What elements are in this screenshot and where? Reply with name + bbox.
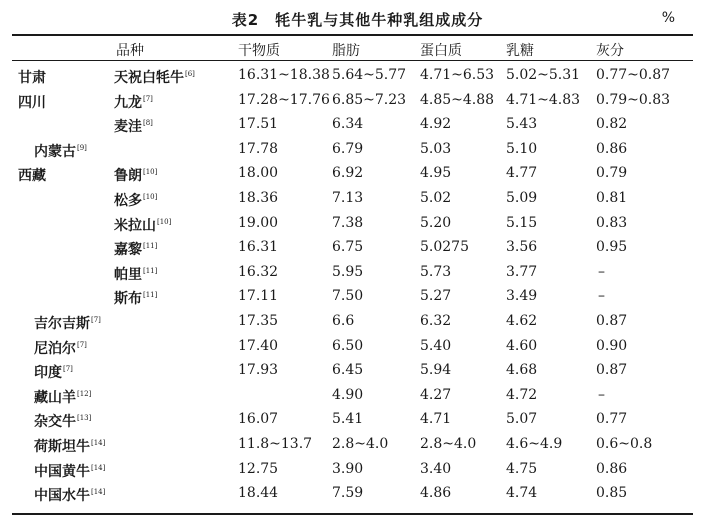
cell-region xyxy=(34,338,87,358)
reference-marker: [7] xyxy=(77,340,87,349)
table-row xyxy=(0,165,715,189)
cell-ash: – xyxy=(598,386,605,403)
cell-fat: 7.59 xyxy=(332,485,364,502)
cell-region xyxy=(34,387,91,407)
bottom-rule xyxy=(12,513,693,515)
cell-variety xyxy=(114,116,153,136)
cell-fat: 5.64~5.77 xyxy=(332,67,407,83)
reference-marker: [9] xyxy=(77,143,87,152)
cell-dry-matter: 18.44 xyxy=(238,485,279,502)
cell-dry-matter: 16.32 xyxy=(238,263,279,280)
cell-lactose: 3.77 xyxy=(506,263,538,280)
reference-marker: [10] xyxy=(143,193,158,201)
reference-marker: [14] xyxy=(91,439,106,447)
cell-protein: 5.73 xyxy=(420,263,452,280)
cell-protein: 5.27 xyxy=(420,288,452,305)
table-row xyxy=(0,116,715,140)
cell-region xyxy=(18,165,46,185)
cell-fat: 2.8~4.0 xyxy=(332,436,389,452)
region-label: 四川 xyxy=(18,94,46,111)
table-row xyxy=(0,141,715,165)
cell-protein: 4.71~6.53 xyxy=(420,67,495,83)
header-variety: 品种 xyxy=(116,43,144,59)
cell-region xyxy=(34,141,87,161)
table-row xyxy=(0,264,715,288)
region-label: 中国黄牛 xyxy=(34,463,90,480)
cell-variety xyxy=(114,92,153,112)
table-row xyxy=(0,362,715,386)
cell-dry-matter: 17.40 xyxy=(238,337,279,354)
table-row xyxy=(0,436,715,460)
region-label: 印度 xyxy=(34,365,62,382)
table-row xyxy=(0,387,715,411)
reference-marker: [10] xyxy=(143,168,158,177)
cell-variety xyxy=(114,215,171,235)
cell-protein: 5.03 xyxy=(420,140,452,157)
table-row xyxy=(0,485,715,509)
header-fat: 脂肪 xyxy=(332,43,360,59)
cell-dry-matter: 19.00 xyxy=(238,214,279,231)
variety-label: 帕里 xyxy=(114,266,142,283)
cell-lactose: 4.72 xyxy=(506,386,538,403)
reference-marker: [7] xyxy=(63,365,73,374)
cell-protein: 4.27 xyxy=(420,386,452,403)
cell-ash: 0.95 xyxy=(596,239,628,256)
table-row xyxy=(0,67,715,91)
variety-label: 九龙 xyxy=(114,94,142,111)
cell-protein: 4.86 xyxy=(420,485,452,502)
cell-ash: 0.79 xyxy=(596,165,628,182)
cell-fat: 5.95 xyxy=(332,263,364,280)
region-label: 荷斯坦牛 xyxy=(34,439,90,455)
cell-lactose: 3.56 xyxy=(506,239,538,256)
cell-lactose: 5.07 xyxy=(506,411,538,428)
cell-dry-matter: 11.8~13.7 xyxy=(238,436,313,452)
unit-label: % xyxy=(661,10,675,26)
region-label: 中国水牛 xyxy=(34,488,90,505)
cell-region xyxy=(34,411,91,431)
cell-fat: 4.90 xyxy=(332,386,364,403)
region-label: 藏山羊 xyxy=(34,389,76,406)
variety-label: 天祝白牦牛 xyxy=(114,70,184,86)
cell-ash: 0.87 xyxy=(596,362,628,379)
cell-protein: 4.92 xyxy=(420,116,452,133)
cell-fat: 6.45 xyxy=(332,362,364,379)
cell-ash: 0.77 xyxy=(596,411,628,428)
cell-lactose: 4.62 xyxy=(506,313,538,329)
variety-label: 松多 xyxy=(114,193,142,209)
cell-ash: 0.87 xyxy=(596,313,628,329)
cell-region xyxy=(34,485,105,505)
cell-region xyxy=(18,67,46,87)
cell-region xyxy=(34,362,73,382)
cell-ash: 0.6~0.8 xyxy=(596,436,653,452)
cell-variety xyxy=(114,288,157,308)
cell-dry-matter: 12.75 xyxy=(238,460,279,477)
header-ash: 灰分 xyxy=(596,43,624,59)
reference-marker: [11] xyxy=(143,266,158,275)
cell-ash: 0.77~0.87 xyxy=(596,67,671,83)
header-dry-matter: 干物质 xyxy=(238,43,280,59)
table-row xyxy=(0,190,715,214)
cell-protein: 4.71 xyxy=(420,411,452,428)
cell-ash: – xyxy=(598,263,605,280)
cell-lactose: 3.49 xyxy=(506,288,538,305)
cell-dry-matter: 18.36 xyxy=(238,190,279,206)
header-protein: 蛋白质 xyxy=(420,43,462,59)
cell-dry-matter: 17.35 xyxy=(238,313,279,329)
cell-ash: 0.83 xyxy=(596,214,628,231)
region-label: 内蒙古 xyxy=(34,143,76,160)
cell-variety xyxy=(114,190,157,210)
cell-fat: 6.34 xyxy=(332,116,364,133)
variety-label: 鲁朗 xyxy=(114,168,142,185)
cell-dry-matter: 17.93 xyxy=(238,362,279,379)
cell-fat: 3.90 xyxy=(332,460,364,477)
cell-fat: 6.85~7.23 xyxy=(332,91,407,108)
cell-fat: 5.41 xyxy=(332,411,364,428)
cell-lactose: 4.60 xyxy=(506,337,538,354)
reference-marker: [7] xyxy=(143,94,153,103)
region-label: 西藏 xyxy=(18,168,46,185)
cell-fat: 6.79 xyxy=(332,140,364,157)
table-title: 表2 牦牛乳与其他牛种乳组成成分 xyxy=(231,11,484,29)
variety-label: 斯布 xyxy=(114,291,142,308)
cell-dry-matter: 18.00 xyxy=(238,165,279,182)
cell-lactose: 4.77 xyxy=(506,165,538,182)
cell-protein: 2.8~4.0 xyxy=(420,436,477,452)
cell-dry-matter: 17.11 xyxy=(238,288,279,305)
cell-dry-matter: 17.28~17.76 xyxy=(238,91,330,108)
table-row xyxy=(0,461,715,485)
cell-region xyxy=(34,313,101,333)
table-row xyxy=(0,338,715,362)
reference-marker: [14] xyxy=(91,488,106,497)
cell-fat: 6.50 xyxy=(332,337,364,354)
cell-ash: 0.79~0.83 xyxy=(596,91,671,108)
variety-label: 嘉黎 xyxy=(114,242,142,259)
cell-region xyxy=(34,436,105,456)
cell-ash: 0.82 xyxy=(596,116,628,133)
reference-marker: [10] xyxy=(157,217,172,226)
cell-protein: 5.40 xyxy=(420,337,452,354)
cell-lactose: 4.6~4.9 xyxy=(506,436,563,452)
cell-protein: 4.85~4.88 xyxy=(420,91,495,108)
cell-dry-matter: 16.31 xyxy=(238,239,279,256)
cell-lactose: 4.74 xyxy=(506,485,538,502)
header-lactose: 乳糖 xyxy=(506,43,534,59)
cell-variety xyxy=(114,264,157,284)
cell-lactose: 4.68 xyxy=(506,362,538,379)
reference-marker: [8] xyxy=(143,119,153,128)
region-label: 尼泊尔 xyxy=(34,340,76,357)
region-label: 杂交牛 xyxy=(34,414,76,431)
cell-lactose: 5.43 xyxy=(506,116,538,133)
cell-lactose: 5.09 xyxy=(506,190,538,206)
reference-marker: [6] xyxy=(185,70,195,78)
variety-label: 麦洼 xyxy=(114,119,142,136)
cell-protein: 4.95 xyxy=(420,165,452,182)
cell-fat: 6.75 xyxy=(332,239,364,256)
table-row xyxy=(0,411,715,435)
cell-variety xyxy=(114,239,157,259)
reference-marker: [12] xyxy=(77,389,92,398)
cell-protein: 5.0275 xyxy=(420,239,469,256)
cell-ash: 0.86 xyxy=(596,460,628,477)
cell-lactose: 5.10 xyxy=(506,140,538,157)
cell-lactose: 4.71~4.83 xyxy=(506,91,581,108)
cell-fat: 7.38 xyxy=(332,214,364,231)
cell-protein: 5.20 xyxy=(420,214,452,231)
cell-region xyxy=(18,92,46,112)
cell-ash: – xyxy=(598,288,605,305)
table-row xyxy=(0,288,715,312)
cell-ash: 0.90 xyxy=(596,337,628,354)
cell-lactose: 5.15 xyxy=(506,214,538,231)
top-rule xyxy=(12,34,693,36)
cell-fat: 6.92 xyxy=(332,165,364,182)
cell-protein: 5.94 xyxy=(420,362,452,379)
cell-variety xyxy=(114,165,157,185)
region-label: 吉尔吉斯 xyxy=(34,316,90,332)
cell-fat: 7.13 xyxy=(332,190,364,206)
table-row xyxy=(0,239,715,263)
table-row xyxy=(0,215,715,239)
header-rule xyxy=(12,60,693,61)
reference-marker: [14] xyxy=(91,463,106,472)
cell-variety xyxy=(114,67,195,87)
cell-lactose: 4.75 xyxy=(506,460,538,477)
cell-ash: 0.85 xyxy=(596,485,628,502)
table-row xyxy=(0,313,715,337)
cell-dry-matter: 17.51 xyxy=(238,116,279,133)
cell-fat: 7.50 xyxy=(332,288,364,305)
cell-ash: 0.81 xyxy=(596,190,628,206)
cell-lactose: 5.02~5.31 xyxy=(506,67,581,83)
cell-protein: 3.40 xyxy=(420,460,452,477)
cell-region xyxy=(34,461,105,481)
reference-marker: [11] xyxy=(143,291,158,300)
variety-label: 米拉山 xyxy=(114,217,156,234)
cell-ash: 0.86 xyxy=(596,140,628,157)
reference-marker: [11] xyxy=(143,242,158,251)
table-row xyxy=(0,92,715,116)
cell-protein: 5.02 xyxy=(420,190,452,206)
reference-marker: [7] xyxy=(91,316,101,324)
cell-protein: 6.32 xyxy=(420,313,452,329)
region-label: 甘肃 xyxy=(18,70,46,86)
cell-dry-matter: 16.31~18.38 xyxy=(238,67,330,83)
cell-fat: 6.6 xyxy=(332,313,355,329)
cell-dry-matter: 17.78 xyxy=(238,140,279,157)
reference-marker: [13] xyxy=(77,414,92,423)
cell-dry-matter: 16.07 xyxy=(238,411,279,428)
